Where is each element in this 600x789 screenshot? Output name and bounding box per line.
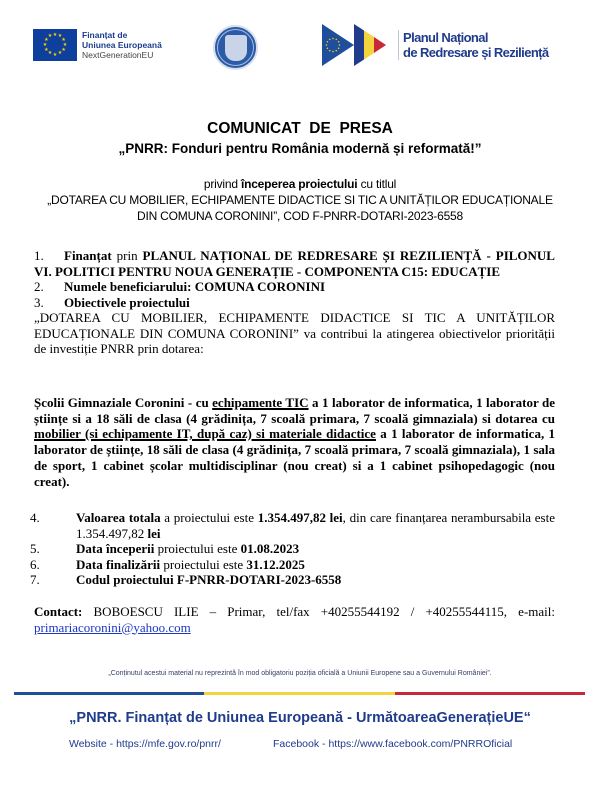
eu-star-icon: ★: [62, 42, 68, 48]
pnrr-star-icon: [338, 41, 340, 43]
objectives-paragraph: „DOTAREA CU MOBILIER, ECHIPAMENTE DIDACTICE SI TIC A UNITĂȚILOR EDUCAȚIONALE DIN COMUNA CORONINI” va contribui la atingerea obiectivelor priorității de investiție PNRR prin dotarea:: [34, 310, 555, 356]
divider-yellow: [204, 692, 394, 695]
financing-label: Finanțat: [64, 248, 112, 263]
item-number: 5.: [30, 541, 40, 556]
eu-star-icon: ★: [57, 51, 63, 57]
objectives-detail: [34, 395, 555, 489]
total-value-amount: 1.354.497,82 lei: [257, 510, 343, 525]
project-details-1-3: [34, 248, 555, 357]
list-item-end-date: [30, 557, 555, 573]
objectives-text-2: a 1 laborator de informatica, 1 laborator de științe si a 18 săli de clasa (4 grădinița, 7 scoală primara, 7 scoală gimnaziala) si dotarea cu: [34, 395, 555, 426]
currency: lei: [147, 525, 161, 541]
project-code: Codul proiectului F-PNRR-DOTARI-2023-6558: [76, 572, 342, 587]
intro-prefix: privind: [203, 177, 241, 191]
eu-logo-text: [82, 30, 162, 60]
total-value-label: Valoarea totala: [76, 510, 161, 525]
eu-logo-line1: Finanțat de: [82, 30, 128, 40]
eu-star-icon: ★: [57, 33, 63, 39]
beneficiary: Numele beneficiarului: COMUNA CORONINI: [64, 279, 326, 294]
list-item-financing: [34, 248, 555, 279]
list-item-beneficiary: [34, 279, 555, 295]
end-date-value: 31.12.2025: [246, 556, 305, 572]
pnrr-star-icon: [329, 50, 331, 52]
divider-blue: [14, 692, 204, 695]
item-number: 7.: [30, 572, 40, 587]
pnrr-arrows-icon: [322, 24, 392, 66]
pnrr-star-icon: [332, 51, 334, 53]
pnrr-star-icon: [326, 44, 328, 46]
objectives-underlined-2: mobilier (si echipamente IT, după caz) si materiale didactice: [34, 426, 376, 442]
eu-star-icon: ★: [42, 42, 48, 48]
pnrr-logo-line1: Planul Național: [403, 30, 488, 45]
guvernul-romaniei-seal-icon: [213, 25, 258, 70]
objectives-text-3: a 1 laborator de informatica, 1 laborator de științe, 18 săli de clasa (4 grădinița, 7 scoală primara, 7 scoală gimnaziala), 1 sala de sport, 1 cabinet școlar multidisciplinar (nou creat) si a 1 cabinet psihopedagogic (nou creat).: [34, 426, 555, 489]
project-details-4-7: [30, 510, 555, 588]
list-item-start-date: [30, 541, 555, 557]
tricolor-divider: [14, 692, 585, 695]
eu-star-icon: ★: [61, 37, 66, 43]
eu-star-icon: ★: [47, 33, 53, 39]
footer-slogan: „PNRR. Finanțat de Uniunea Europeană - UrmătoareaGenerațieUE“: [69, 710, 531, 726]
pnrr-star-icon: [327, 47, 329, 49]
eu-star-icon: ★: [44, 47, 49, 53]
end-date-label: Data finalizării: [76, 556, 161, 572]
pnrr-star-icon: [332, 38, 334, 40]
pnrr-star-icon: [335, 50, 337, 52]
pnrr-logo-text: [398, 30, 549, 60]
nonrefundable-text: , din care finanțarea nerambursabila este 1.354.497,82: [76, 510, 555, 541]
page-title: COMUNICAT DE PRESA: [207, 120, 393, 137]
pnrr-star-icon: [339, 44, 341, 46]
total-value-text: a proiectului este: [160, 510, 258, 525]
start-date-text: proiectului este: [154, 541, 241, 556]
intro-bold: începerea proiectului: [240, 177, 358, 191]
objectives-text-1: Școlii Gimnaziale Coronini - cu: [34, 395, 213, 410]
pnrr-star-icon: [335, 39, 337, 41]
project-intro: [0, 176, 600, 224]
start-date-label: Data începerii: [76, 541, 155, 556]
eu-logo-line2: Uniunea Europeană: [82, 40, 162, 50]
eu-flag-icon: [33, 29, 77, 61]
pnrr-star-icon: [338, 47, 340, 49]
eu-star-icon: ★: [61, 47, 66, 53]
intro-suffix: cu titlul: [357, 177, 397, 191]
item-number: 1.: [34, 248, 44, 263]
list-item-project-code: [30, 572, 555, 588]
item-number: 6.: [30, 556, 40, 572]
intro-project-title-line2: DIN COMUNA CORONINI”, COD F-PNRR-DOTARI-2023-6558: [136, 209, 464, 223]
pnrr-star-icon: [329, 39, 331, 41]
item-number: 2.: [34, 279, 44, 294]
objectives-heading: Obiectivele proiectului: [64, 294, 190, 310]
intro-project-title-line1: „DOTAREA CU MOBILIER, ECHIPAMENTE DIDACTICE SI TIC A UNITĂȚILOR EDUCAȚIONALE: [47, 193, 553, 207]
divider-red: [395, 692, 585, 695]
item-number: 3.: [34, 294, 44, 310]
contact-text: BOBOESCU ILIE – Primar, tel/fax +40255544192 / +40255544115, e-mail:: [82, 604, 559, 619]
email-link[interactable]: primariacoronini@yahoo.com: [34, 619, 191, 635]
disclaimer: „Conținutul acestui material nu reprezintă în mod obligatoriu poziția oficială a Uniunii Europene sau a Guvernului României”.: [108, 670, 492, 677]
objectives-underlined-1: echipamente TIC: [212, 395, 309, 410]
page-subtitle: „PNRR: Fonduri pentru România modernă și reformată!”: [118, 141, 482, 156]
pnrr-logo: [322, 24, 549, 66]
financing-connector: prin: [111, 248, 143, 263]
pnrr-star-icon: [327, 41, 329, 43]
eu-logo-line3: NextGenerationEU: [82, 50, 154, 60]
facebook-link[interactable]: Facebook - https://www.facebook.com/PNRROficial: [273, 738, 513, 750]
contact-block: [34, 604, 559, 635]
start-date-value: 01.08.2023: [240, 541, 300, 556]
item-number: 4.: [30, 510, 40, 525]
end-date-text: proiectului este: [160, 556, 247, 572]
financing-program: PLANUL NAȚIONAL DE REDRESARE ȘI REZILIENȚĂ - PILONUL VI. POLITICI PENTRU NOUA GENERAȚIE - COMPONENTA C15: EDUCAȚIE: [34, 248, 555, 279]
list-item-total-value: [30, 510, 555, 541]
eu-star-icon: ★: [52, 52, 58, 58]
eu-star-icon: ★: [44, 37, 49, 43]
eu-star-icon: ★: [52, 32, 58, 38]
list-item-objectives: [34, 295, 555, 311]
website-link[interactable]: Website - https://mfe.gov.ro/pnrr/: [69, 738, 221, 750]
contact-label: Contact:: [34, 604, 83, 619]
pnrr-logo-line2: de Redresare și Reziliență: [403, 45, 549, 60]
eu-funding-logo: [33, 29, 162, 61]
eu-star-icon: ★: [47, 51, 53, 57]
